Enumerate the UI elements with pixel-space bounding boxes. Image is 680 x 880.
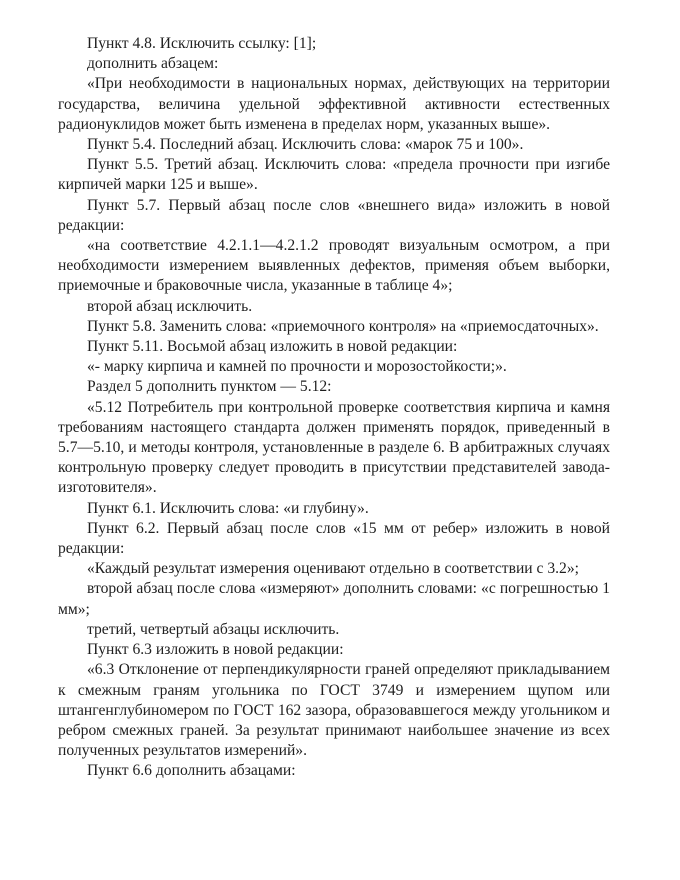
paragraph-second-exclude: второй абзац исключить. [87,297,253,315]
paragraph-item-6-3: Пункт 6.3 изложить в новой редакции: [87,641,344,659]
paragraph-section-5: Раздел 5 дополнить пунктом — 5.12: [87,378,332,396]
paragraph-item-5-11-quote: «- марку кирпича и камней по прочности и морозостойкости;». [87,358,507,376]
document-body [58,34,610,782]
paragraph-item-6-2: Пункт 6.2. Первый абзац после слов «15 мм от ребер» изложить в новой редакции: [58,519,610,558]
paragraph-item-6-2-second: второй абзац после слова «измеряют» дополнить словами: «с погрешностью 1 мм»; [58,580,610,618]
paragraph-radionuclides-quote: «При необходимости в национальных нормах, действующих на территории государства, величина удельной эффективной активности естественных радионуклидов может быть изменена в пределах норм, указанных выше». [58,75,610,133]
paragraph-item-5-11: Пункт 5.11. Восьмой абзац изложить в новой редакции: [87,338,458,356]
paragraph-item-5-4: Пункт 5.4. Последний абзац. Исключить слова: «марок 75 и 100». [87,136,524,154]
paragraph-item-5-12-quote: «5.12 Потребитель при контрольной проверке соответствия кирпича и камня требованиям настоящего стандарта должен применять порядок, приведенный в 5.7—5.10, и методы контроля, установленные в разделе 6. В арбитражных случаях контрольную проверку следует проводить в присутствии представителей завода-изготовителя». [58,398,610,497]
paragraph-item-5-5: Пункт 5.5. Третий абзац. Исключить слова: «предела прочности при изгибе кирпичей марки 125 и выше». [58,156,610,194]
paragraph-third-fourth-exclude: третий, четвертый абзацы исключить. [87,620,340,638]
paragraph-item-6-2-quote: «Каждый результат измерения оценивают отдельно в соответствии с 3.2»; [87,560,579,578]
paragraph-item-6-3-quote: «6.3 Отклонение от перпендикулярности граней определяют прикладыванием к смежным граням угольника по ГОСТ 3749 и измерением щупом или штангенглубиномером по ГОСТ 162 зазора, образовавшегося между угольником и ребром смежных граней. За результат принимают наибольшее значение из всех полученных результатов измерений». [58,661,610,760]
paragraph-item-6-1: Пункт 6.1. Исключить слова: «и глубину». [87,499,369,517]
paragraph-item-6-6: Пункт 6.6 дополнить абзацами: [87,762,296,780]
paragraph-item-5-8: Пункт 5.8. Заменить слова: «приемочного контроля» на «приемосдаточных». [87,317,599,335]
paragraph-supplement-intro: дополнить абзацем: [87,55,219,73]
paragraph-item-4-8: Пункт 4.8. Исключить ссылку: [1]; [87,35,317,52]
paragraph-item-5-7: Пункт 5.7. Первый абзац после слов «внешнего вида» изложить в новой редакции: [58,196,610,234]
paragraph-item-5-7-quote: «на соответствие 4.2.1.1—4.2.1.2 проводят визуальным осмотром, а при необходимости измерением выявленных дефектов, применяя объем выборки, приемочные и браковочные числа, указанные в таблице 4»; [58,237,610,295]
